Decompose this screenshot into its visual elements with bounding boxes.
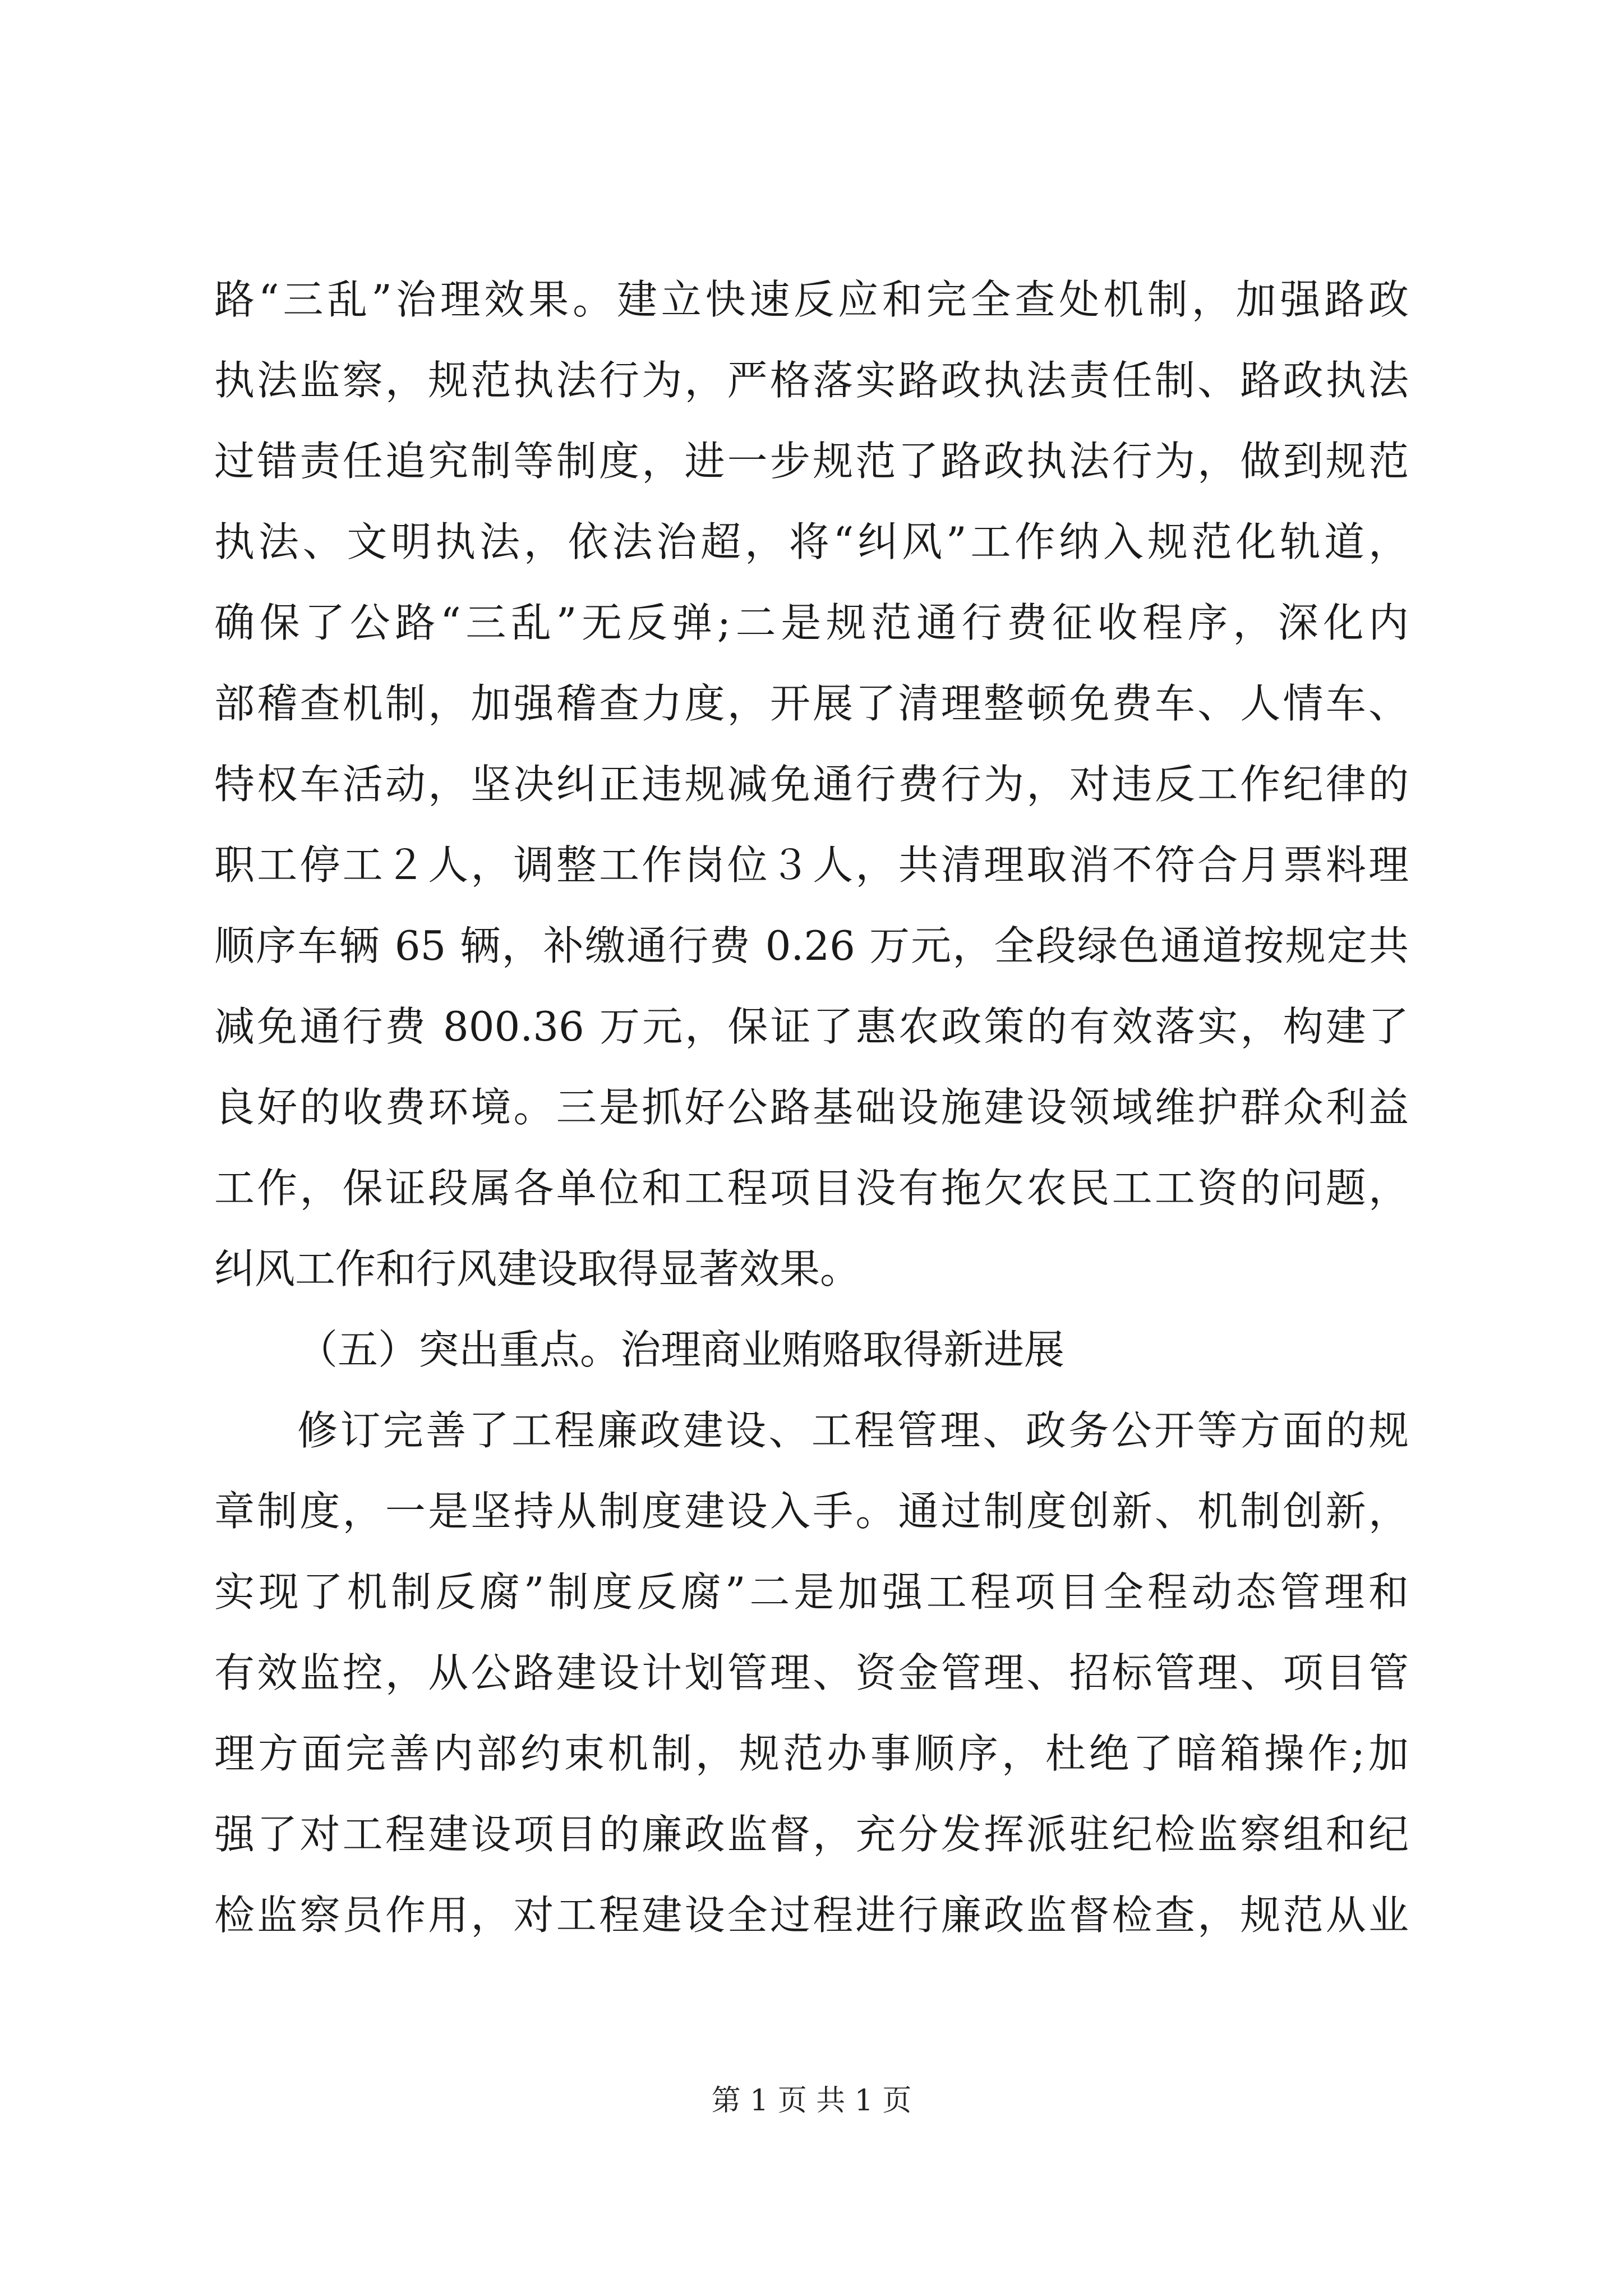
body-text-line: 特权车活动，坚决纠正违规减免通行费行为，对违反工作纪律的 [214, 761, 1409, 808]
section-heading: （五）突出重点。治理商业贿赂取得新进展 [297, 1326, 1065, 1373]
body-text-line: 过错责任追究制等制度，进一步规范了路政执法行为，做到规范 [214, 438, 1409, 485]
body-text-line: 工作，保证段属各单位和工程项目没有拖欠农民工工资的问题， [214, 1165, 1409, 1212]
body-text-line: 纠风工作和行风建设取得显著效果。 [214, 1245, 861, 1292]
body-text-line: 确保了公路“三乱”无反弹;二是规范通行费征收程序，深化内 [214, 599, 1409, 646]
body-text-line: 理方面完善内部约束机制，规范办事顺序，杜绝了暗箱操作;加 [214, 1730, 1409, 1777]
body-text-line: 强了对工程建设项目的廉政监督，充分发挥派驻纪检监察组和纪 [214, 1811, 1409, 1858]
body-text-line: 执法监察，规范执法行为，严格落实路政执法责任制、路政执法 [214, 357, 1409, 404]
page-footer: 第 1 页 共 1 页 [711, 2084, 912, 2118]
body-text-line: 实现了机制反腐”制度反腐”二是加强工程项目全程动态管理和 [214, 1568, 1409, 1616]
body-text-line: 章制度，一是坚持从制度建设入手。通过制度创新、机制创新， [214, 1488, 1409, 1535]
body-text-line: 职工停工２人，调整工作岗位３人，共清理取消不符合月票料理 [214, 841, 1409, 889]
body-text-line: 顺序车辆 65 辆，补缴通行费 0.26 万元，全段绿色通道按规定共 [214, 922, 1409, 969]
body-text-line: 检监察员作用，对工程建设全过程进行廉政监督检查，规范从业 [214, 1892, 1409, 1939]
body-text-line: 有效监控，从公路建设计划管理、资金管理、招标管理、项目管 [214, 1649, 1409, 1696]
body-text-line: 良好的收费环境。三是抓好公路基础设施建设领域维护群众利益 [214, 1084, 1409, 1131]
body-text-line: 部稽查机制，加强稽查力度，开展了清理整顿免费车、人情车、 [214, 680, 1409, 727]
body-text-line: 路“三乱”治理效果。建立快速反应和完全查处机制，加强路政 [214, 276, 1409, 323]
body-text-line: 减免通行费 800.36 万元，保证了惠农政策的有效落实，构建了 [214, 1003, 1409, 1050]
body-text-line: 修订完善了工程廉政建设、工程管理、政务公开等方面的规 [297, 1407, 1409, 1454]
body-text-line: 执法、文明执法，依法治超，将“纠风”工作纳入规范化轨道， [214, 518, 1409, 565]
